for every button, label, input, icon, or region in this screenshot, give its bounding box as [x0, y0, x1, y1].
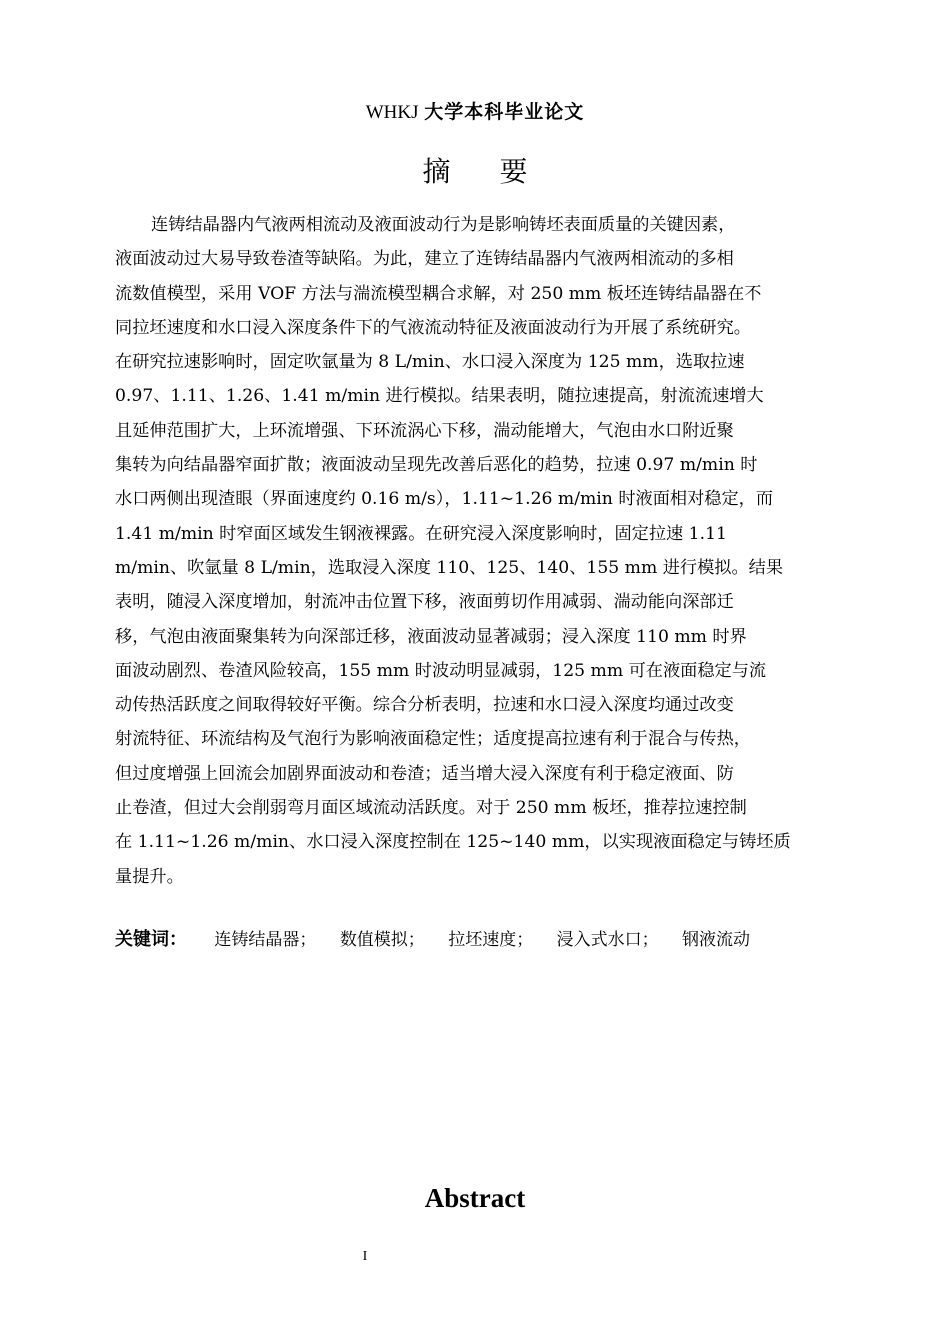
keyword-item: 连铸结晶器；	[214, 930, 317, 950]
body-line: 流数值模型，采用 VOF 方法与湍流模型耦合求解，对 250 mm 板坯连铸结晶器在不	[115, 283, 762, 304]
body-line: 在 1.11~1.26 m/min、水口浸入深度控制在 125~140 mm，以实现液面稳定与铸坯质	[115, 832, 791, 853]
running-header	[0, 97, 950, 124]
english-abstract-title: Abstract	[424, 1183, 526, 1213]
keywords-label: 关键词：	[115, 929, 187, 950]
body-line: 1.41 m/min 时窄面区域发生钢液裸露。在研究浸入深度影响时，固定拉速 1.11	[115, 523, 727, 544]
body-line: 面波动剧烈、卷渣风险较高，155 mm 时波动明显减弱，125 mm 可在液面稳定与流	[115, 660, 767, 681]
keyword-item: 拉坯速度；	[448, 930, 534, 950]
keyword-item: 数值模拟；	[339, 930, 425, 950]
body-line: 水口两侧出现渣眼（界面速度约 0.16 m/s），1.11~1.26 m/min 时液面相对稳定，而	[115, 489, 774, 510]
body-line: 移，气泡由液面聚集转为向深部迁移，液面波动显著减弱；浸入深度 110 mm 时界	[115, 626, 747, 647]
body-line: m/min、吹氩量 8 L/min，选取浸入深度 110、125、140、155 mm 进行模拟。结果	[115, 557, 784, 578]
body-line: 集转为向结晶器窄面扩散；液面波动呈现先改善后恶化的趋势，拉速 0.97 m/min 时	[115, 455, 758, 476]
body-line: 量提升。	[115, 866, 184, 887]
keywords-line	[115, 925, 837, 951]
body-line: 连铸结晶器内气液两相流动及液面波动行为是影响铸坯表面质量的关键因素，	[151, 215, 736, 235]
header-school-code: WHKJ	[365, 102, 419, 123]
body-line: 在研究拉速影响时，固定吹氩量为 8 L/min、水口浸入深度为 125 mm，选取拉速	[115, 352, 745, 373]
header-title: 大学本科毕业论文	[424, 102, 585, 123]
body-line: 但过度增强上回流会加剧界面波动和卷渣；适当增大浸入深度有利于稳定液面、防	[115, 763, 734, 784]
body-line: 射流特征、环流结构及气泡行为影响液面稳定性；适度提高拉速有利于混合与传热，	[115, 729, 751, 750]
body-line: 动传热活跃度之间取得较好平衡。综合分析表明，拉速和水口浸入深度均通过改变	[115, 695, 734, 716]
keyword-item: 浸入式水口；	[556, 930, 659, 950]
body-line: 表明，随浸入深度增加，射流冲击位置下移，液面剪切作用减弱、湍动能向深部迁	[115, 592, 734, 613]
body-line: 止卷渣，但过大会削弱弯月面区域流动活跃度。对于 250 mm 板坯，推荐拉速控制	[115, 798, 747, 819]
body-line: 0.97、1.11、1.26、1.41 m/min 进行模拟。结果表明，随拉速提高，射流流速增大	[115, 386, 764, 407]
abstract-title: 摘 要	[422, 155, 548, 188]
abstract-body	[115, 208, 837, 894]
page-number: I	[362, 1249, 368, 1264]
body-line: 液面波动过大易导致卷渣等缺陷。为此，建立了连铸结晶器内气液两相流动的多相	[115, 249, 734, 270]
body-line: 同拉坯速度和水口浸入深度条件下的气液流动特征及液面波动行为开展了系统研究。	[115, 317, 751, 338]
body-line: 且延伸范围扩大，上环流增强、下环流涡心下移，湍动能增大，气泡由水口附近聚	[115, 420, 734, 441]
keyword-item: 钢液流动	[682, 930, 751, 950]
